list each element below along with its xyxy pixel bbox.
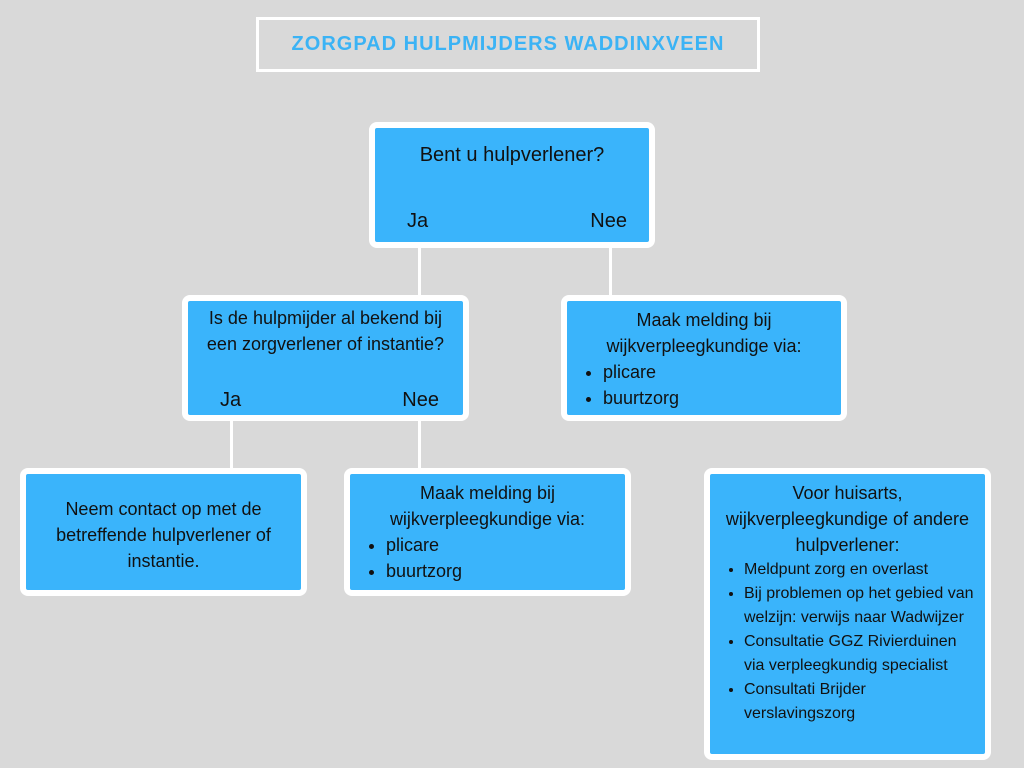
connector-left-ja xyxy=(230,419,233,470)
node-melding-right xyxy=(561,295,847,421)
contact-text: Neem contact op met de betreffende hulpverlener of instantie. xyxy=(56,499,271,571)
melding-right-list xyxy=(575,359,833,411)
node-melding-mid xyxy=(344,468,631,596)
connector-root-nee xyxy=(609,246,612,297)
melding-mid-item-buurtzorg: • buurtzorg xyxy=(386,558,617,584)
melding-right-item-buurtzorg: • buurtzorg xyxy=(603,385,833,411)
huisarts-item-brijder: • Consultati Brijder verslavingszorg xyxy=(744,678,977,726)
melding-mid-text: Maak melding bij wijkverpleegkundige via: xyxy=(389,483,586,529)
huisarts-list xyxy=(718,558,977,726)
huisarts-item-welzijn: • Bij problemen op het gebied van welzijn: verwijs naar Wadwijzer xyxy=(744,582,977,630)
connector-left-nee xyxy=(418,419,421,470)
melding-right-text: Maak melding bij wijkverpleegkundige via: xyxy=(606,310,802,356)
bekend-option-nee: Nee xyxy=(402,389,439,411)
melding-right-item-plicare: • plicare xyxy=(603,359,833,385)
node-huisarts xyxy=(704,468,991,760)
diagram-title: ZORGPAD HULPMIJDERS WADDINXVEEN xyxy=(291,33,725,55)
node-bekend-question xyxy=(182,295,469,421)
root-option-nee: Nee xyxy=(590,210,627,232)
melding-mid-list xyxy=(358,532,617,584)
huisarts-item-meldpunt: • Meldpunt zorg en overlast xyxy=(744,558,977,582)
melding-mid-item-plicare: • plicare xyxy=(386,532,617,558)
connector-root-ja xyxy=(418,246,421,297)
bekend-question-text: Is de hulpmijder al bekend bij een zorgverlener of instantie? xyxy=(206,308,445,354)
node-root-question xyxy=(369,122,655,248)
root-option-ja: Ja xyxy=(407,210,429,232)
title-box xyxy=(256,17,760,72)
huisarts-item-ggz: • Consultatie GGZ Rivierduinen via verpleegkundig specialist xyxy=(744,630,977,678)
huisarts-text: Voor huisarts, wijkverpleegkundige of andere hulpverlener: xyxy=(725,483,970,555)
bekend-option-ja: Ja xyxy=(220,389,242,411)
root-question-text: Bent u hulpverlener? xyxy=(419,144,605,166)
node-contact xyxy=(20,468,307,596)
